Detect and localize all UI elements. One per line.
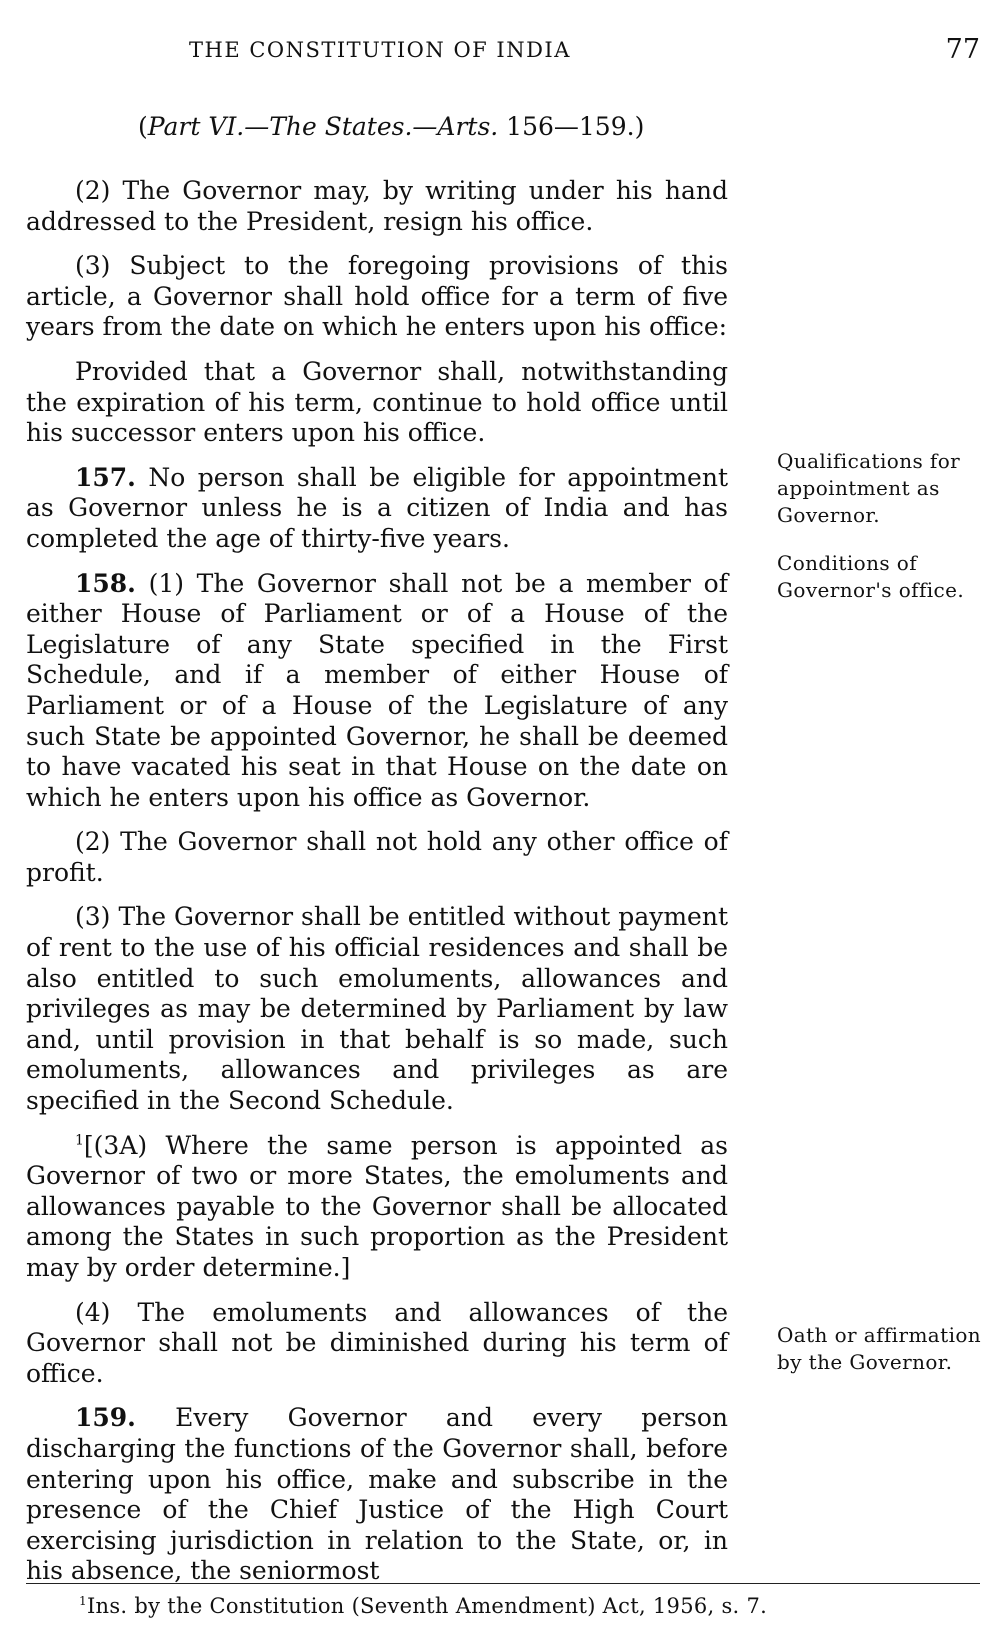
footnote-marker: 1	[79, 1594, 87, 1608]
paragraph-text: No person shall be eligible for appointment as Governor unless he is a citizen of India and has completed the age of thirty-five years.	[26, 462, 728, 553]
running-title: THE CONSTITUTION OF INDIA	[189, 38, 571, 62]
article-number: 159.	[75, 1403, 136, 1433]
paragraph-text: (3) The Governor shall be entitled without payment of rent to the use of his official residences and shall be also entitled to such emoluments, allowances and privileges as may be determined by Parliament by law and, until provision in that behalf is so made, such emoluments, allowances and privileges as are specified in the Second Schedule.	[26, 902, 728, 1116]
paragraph-156-3	[26, 251, 728, 343]
paragraph-158-2	[26, 827, 728, 888]
article-number: 158.	[75, 568, 136, 598]
body-text	[26, 176, 728, 1601]
paragraph-text: Every Governor and every person discharging the functions of the Governor shall, before entering upon his office, make and subscribe in the presence of the Chief Justice of the High Court exercising jurisdiction in relation to the State, or, in his absence, the seniormost	[26, 1403, 728, 1586]
footnote	[79, 1594, 767, 1618]
paragraph-text: (2) The Governor shall not hold any other office of profit.	[26, 827, 728, 887]
part-heading-open: (	[138, 112, 148, 141]
part-heading-articles: 156—159.)	[498, 112, 645, 141]
paragraph-158-3	[26, 902, 728, 1116]
paragraph-159	[26, 1403, 728, 1587]
margin-note-oath: Oath or affirmation by the Governor.	[777, 1323, 982, 1374]
paragraph-text: (1) The Governor shall not be a member of either House of Parliament or of a House of the Legislature of any State specified in the First Schedule, and if a member of either House of Parliament or of a House of the Legislature of any such State be appointed Governor, he shall be deemed to have vacated his seat in that House on the date on which he enters upon his office as Governor.	[26, 568, 728, 812]
paragraph-text: (4) The emoluments and allowances of the Governor shall not be diminished during his term of office.	[26, 1297, 728, 1388]
paragraph-158-1	[26, 569, 728, 814]
footnote-text: Ins. by the Constitution (Seventh Amendment) Act, 1956, s. 7.	[86, 1594, 768, 1618]
page-number: 77	[945, 34, 980, 65]
paragraph-text: (2) The Governor may, by writing under his hand addressed to the President, resign his office.	[26, 176, 728, 236]
footnote-divider	[26, 1583, 980, 1584]
paragraph-text: (3) Subject to the foregoing provisions of this article, a Governor shall hold office for a term of five years from the date on which he enters upon his office:	[26, 251, 728, 342]
paragraph-158-3a	[26, 1131, 728, 1284]
margin-note-conditions: Conditions of Governor's office.	[777, 551, 965, 602]
paragraph-text: [(3A) Where the same person is appointed as Governor of two or more States, the emoluments and allowances payable to the Governor shall be allocated among the States in such proportion as the President may by order determine.]	[26, 1130, 728, 1282]
margin-note-qualifications: Qualifications for appointment as Governor.	[777, 449, 961, 527]
article-number: 157.	[75, 462, 136, 492]
part-heading-italic: Part VI.—The States.—Arts.	[147, 112, 499, 141]
paragraph-158-4	[26, 1298, 728, 1390]
paragraph-157	[26, 463, 728, 555]
footnote-ref: 1	[75, 1132, 84, 1149]
part-heading	[138, 112, 644, 141]
paragraph-156-proviso	[26, 357, 728, 449]
paragraph-text: Provided that a Governor shall, notwithstanding the expiration of his term, continue to hold office until his successor enters upon his office.	[26, 356, 728, 448]
paragraph-156-2	[26, 176, 728, 237]
